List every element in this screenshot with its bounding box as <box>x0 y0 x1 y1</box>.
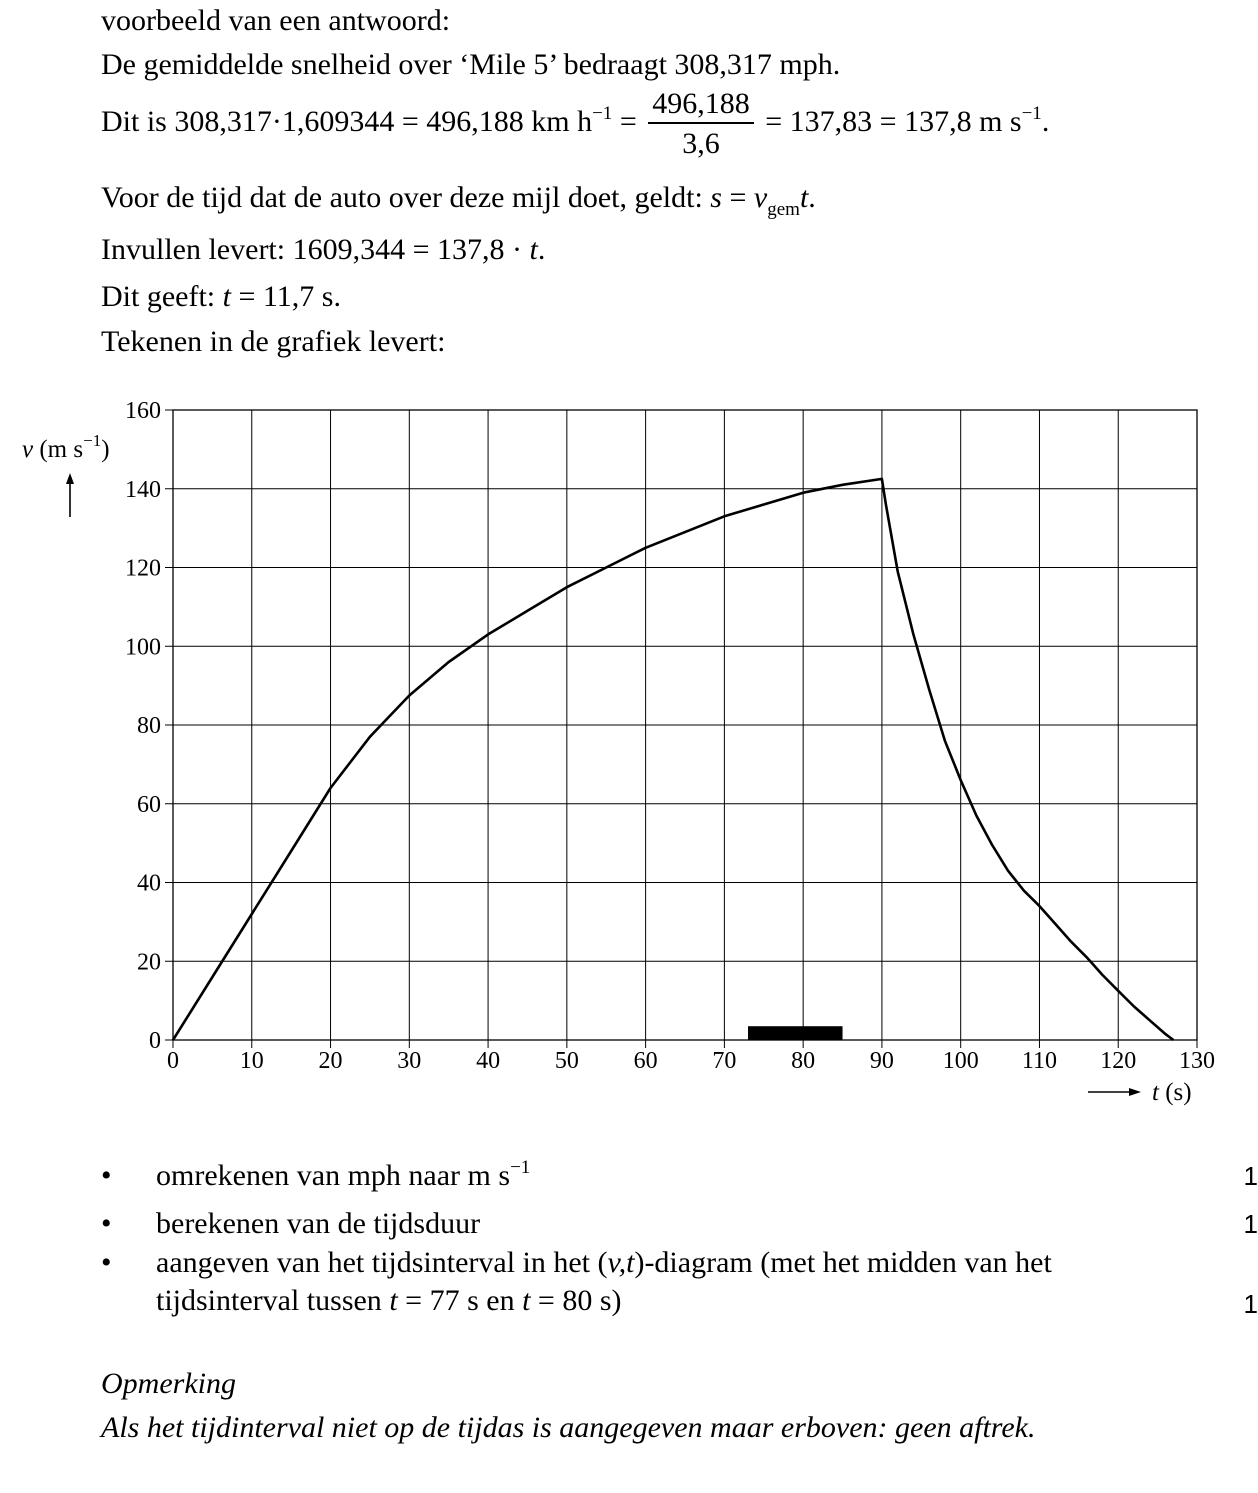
y-tick-label: 20 <box>137 949 161 976</box>
intro-line: voorbeeld van een antwoord: <box>101 4 451 37</box>
y-tick-label: 60 <box>137 791 161 818</box>
fraction-denominator: 3,6 <box>682 127 720 160</box>
x-tick-label: 110 <box>1021 1048 1058 1074</box>
fraction-numerator: 496,188 <box>648 88 754 124</box>
y-axis-arrow-icon <box>66 473 74 484</box>
x-axis-label: t (s) <box>1152 1079 1192 1106</box>
var-v: v <box>753 181 768 214</box>
remark-title: Opmerking <box>101 1367 236 1400</box>
x-tick-label: 90 <box>869 1048 894 1074</box>
checklist-text-3a: aangeven van het tijdsinterval in het ( <box>156 1246 608 1279</box>
x-tick-label: 100 <box>942 1048 979 1074</box>
checklist-var-t1: t <box>389 1284 398 1317</box>
checklist-text-3d: = 80 s) <box>530 1284 622 1317</box>
var-v-subscript: gem <box>767 199 800 220</box>
checklist-text-2: berekenen van de tijdsduur <box>156 1207 481 1240</box>
y-tick-label: 120 <box>125 555 161 582</box>
x-tick-label: 20 <box>318 1048 343 1074</box>
result-text: Dit geeft: <box>101 280 223 313</box>
conversion-end: . <box>1041 104 1050 138</box>
x-tick-label: 50 <box>554 1048 579 1074</box>
checklist-text-1 <box>156 1157 1186 1195</box>
x-tick-label: 10 <box>239 1048 264 1074</box>
checklist-text-3 <box>156 1244 1186 1320</box>
x-tick-label: 70 <box>712 1048 737 1074</box>
chart-ticks <box>125 398 1215 1074</box>
conversion-exponent-b: −1 <box>1021 102 1042 124</box>
time-formula-text: Voor de tijd dat de auto over deze mijl doet, geldt: <box>101 181 711 214</box>
y-tick-label: 0 <box>149 1028 161 1054</box>
y-tick-label: 160 <box>125 398 161 424</box>
conversion-part-b: = 137,83 = 137,8 m s <box>757 104 1022 138</box>
substitution-line <box>101 233 545 267</box>
bullet-icon: • <box>101 1207 112 1240</box>
score-3: 1 <box>1243 1289 1258 1319</box>
y-tick-label: 40 <box>137 870 161 897</box>
time-interval-bar <box>748 1026 843 1040</box>
checklist-var-vt: v,t <box>607 1246 635 1279</box>
substitution-var-t: t <box>529 233 538 266</box>
var-s: s <box>710 181 722 214</box>
velocity-time-chart <box>0 380 1258 1120</box>
x-tick-label: 120 <box>1100 1048 1137 1074</box>
x-tick-label: 60 <box>633 1048 658 1074</box>
x-tick-label: 0 <box>167 1048 179 1074</box>
time-formula-line <box>101 181 816 220</box>
var-t: t <box>799 181 809 214</box>
x-tick-label: 80 <box>791 1048 816 1074</box>
chart-grid <box>173 410 1197 1040</box>
substitution-text: Invullen levert: 1609,344 = 137,8 · <box>101 233 530 266</box>
remark-body: Als het tijdinterval niet op de tijdas is aangegeven maar erboven: geen aftrek. <box>101 1411 1036 1444</box>
conversion-equals: = <box>612 104 645 138</box>
checklist-var-t2: t <box>522 1284 531 1317</box>
y-axis-label: v (m $s^{-1}$) <box>22 431 110 463</box>
y-tick-label: 140 <box>125 476 161 503</box>
x-tick-label: 30 <box>397 1048 422 1074</box>
y-tick-label: 100 <box>125 634 161 661</box>
checklist-text-1a: omrekenen van mph naar m s <box>156 1159 511 1192</box>
y-tick-label: 80 <box>137 713 161 739</box>
fraction <box>648 88 754 160</box>
bullet-icon: • <box>101 1159 112 1192</box>
checklist-text-3c: = 77 s en <box>397 1284 523 1317</box>
conversion-exponent: −1 <box>592 102 613 124</box>
checklist-exponent-1: −1 <box>510 1157 531 1178</box>
checklist-text-3b: )-diagram (met het midden van het tijdsinterval tussen <box>156 1246 1052 1317</box>
score-2: 1 <box>1243 1209 1258 1239</box>
score-1: 1 <box>1243 1161 1258 1191</box>
time-end: . <box>808 181 816 214</box>
conversion-line <box>101 88 1049 160</box>
draw-line: Tekenen in de grafiek levert: <box>101 325 446 358</box>
substitution-end: . <box>537 233 546 266</box>
velocity-curve <box>173 479 1173 1040</box>
x-axis-arrow-icon <box>1129 1088 1141 1096</box>
result-line <box>101 280 341 314</box>
bullet-icon: • <box>101 1246 112 1279</box>
result-value: = 11,7 s. <box>230 280 341 313</box>
x-tick-label: 40 <box>476 1048 501 1074</box>
conversion-part-a: Dit is 308,317·1,609344 = 496,188 km h <box>101 104 593 138</box>
result-var-t: t <box>222 280 231 313</box>
checklist-item-3 <box>101 1244 1258 1326</box>
average-speed-line: De gemiddelde snelheid over ‘Mile 5’ bedraagt 308,317 mph. <box>101 48 841 81</box>
x-tick-label: 130 <box>1179 1048 1215 1074</box>
time-eq: = <box>721 181 754 214</box>
